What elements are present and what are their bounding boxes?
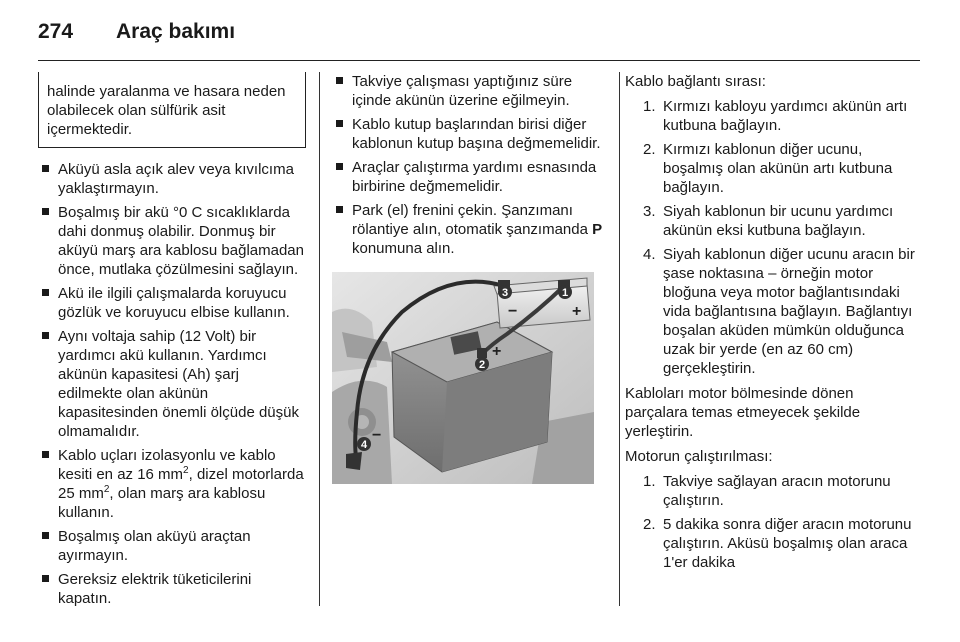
column-divider-1 — [319, 72, 320, 606]
column-1 — [38, 72, 306, 613]
warning-box — [38, 72, 306, 148]
park-text: Park (el) frenini çekin. Şanzımanı rölantiye alın, otomatik şanzımanda — [352, 202, 593, 238]
step-item — [625, 245, 915, 378]
column-divider-2 — [619, 72, 620, 606]
figure-label-1: 1 — [561, 287, 569, 299]
step-number: 2. — [643, 141, 656, 158]
connection-steps — [625, 97, 915, 378]
step-item — [625, 140, 915, 197]
engine-start-steps — [625, 472, 915, 572]
step-text: Siyah kablonun diğer ucunu aracın bir şase noktasına – örneğin motor bloğuna veya motor bağlantısındaki vida bağlantısına bağlayın. Bağlantıyı boşalan aküden mümkün olduğunca uzak bir yerde (en az 60 cm) gerçekleştirin. — [663, 246, 915, 377]
step-item — [625, 515, 915, 572]
list-item: Gereksiz elektrik tüketicilerini kapatın. — [38, 570, 306, 608]
page-number: 274 — [38, 20, 74, 43]
cable-spec-text: , olan marş ara kablosu kullanın. — [58, 485, 266, 521]
park-text: konumuna alın. — [352, 240, 455, 257]
list-item: Araçlar çalıştırma yardımı esnasında birbirine değmemelidir. — [332, 158, 604, 196]
step-text: Kırmızı kabloyu yardımcı akünün artı kutbuna bağlayın. — [663, 98, 908, 134]
warning-text: halinde yaralanma ve hasara neden olabilecek olan sülfürik asit içermektedir. — [47, 83, 286, 138]
figure-label-4: 4 — [360, 439, 368, 451]
list-item-cable-spec — [38, 446, 306, 522]
column-3 — [625, 72, 915, 578]
step-number: 1. — [643, 473, 656, 490]
step-number: 2. — [643, 516, 656, 533]
target-plus-sign: + — [492, 343, 502, 360]
step-item — [625, 97, 915, 135]
step-number: 1. — [643, 98, 656, 115]
step-number: 3. — [643, 203, 656, 220]
header-rule — [38, 60, 920, 61]
step-item — [625, 472, 915, 510]
donor-plus-sign: + — [572, 303, 582, 320]
engine-bay-illustration — [332, 272, 594, 484]
list-item: Takviye çalışması yaptığınız süre içinde akünün üzerine eğilmeyin. — [332, 72, 604, 110]
safety-list — [38, 160, 306, 608]
list-item: Boşalmış olan aküyü araçtan ayırmayın. — [38, 527, 306, 565]
list-item: Aynı voltaja sahip (12 Volt) bir yardımcı akü kullanın. Yardımcı akünün kapasitesi (Ah) şarj edilmekte olan akünün kapasitesinden önemli ölçüde düşük olmamalıdır. — [38, 327, 306, 441]
step-text: Takviye sağlayan aracın motorunu çalıştırın. — [663, 473, 891, 509]
cable-spec-text: Kablo uçları izolasyonlu ve kablo kesiti en az 16 mm — [58, 447, 276, 483]
list-item: Kablo kutup başlarından birisi diğer kablonun kutup başına değmemelidir. — [332, 115, 604, 153]
column-2 — [332, 72, 604, 484]
list-item: Aküyü asla açık alev veya kıvılcıma yaklaştırmayın. — [38, 160, 306, 198]
list-item-park — [332, 201, 604, 258]
superscript: 2 — [183, 465, 189, 476]
figure-label-2: 2 — [478, 359, 486, 371]
step-text: Kırmızı kablonun diğer ucunu, boşalmış olan akünün artı kutbuna bağlayın. — [663, 141, 893, 196]
donor-minus-sign: − — [508, 303, 518, 320]
list-item: Boşalmış bir akü °0 C sıcaklıklarda dahi donmuş olabilir. Donmuş bir aküyü marş ara kablosu bağlamadan önce, mutlaka çözülmesini sağlayın. — [38, 203, 306, 279]
superscript: 2 — [103, 484, 110, 495]
ground-minus-sign: − — [372, 427, 382, 444]
figure-label-3: 3 — [501, 287, 509, 299]
jump-start-figure — [332, 272, 594, 484]
engine-start-title: Motorun çalıştırılması: — [625, 448, 773, 465]
list-item: Akü ile ilgili çalışmalarda koruyucu gözlük ve koruyucu elbise kullanın. — [38, 284, 306, 322]
step-text: Siyah kablonun bir ucunu yardımcı akünün eksi kutbuna bağlayın. — [663, 203, 894, 239]
cable-routing-note: Kabloları motor bölmesinde dönen parçalara temas etmeyecek şekilde yerleştirin. — [625, 385, 861, 440]
cable-spec-text: , dizel motorlarda 25 mm — [58, 466, 304, 502]
procedure-list — [332, 72, 604, 258]
step-text: 5 dakika sonra diğer aracın motorunu çalıştırın. Aküsü boşalmış olan araca 1'er dakika — [663, 516, 912, 571]
page-title: Araç bakımı — [116, 20, 236, 43]
step-item — [625, 202, 915, 240]
connection-order-title: Kablo bağlantı sırası: — [625, 73, 766, 90]
gear-p-label: P — [592, 221, 603, 238]
step-number: 4. — [643, 246, 656, 263]
